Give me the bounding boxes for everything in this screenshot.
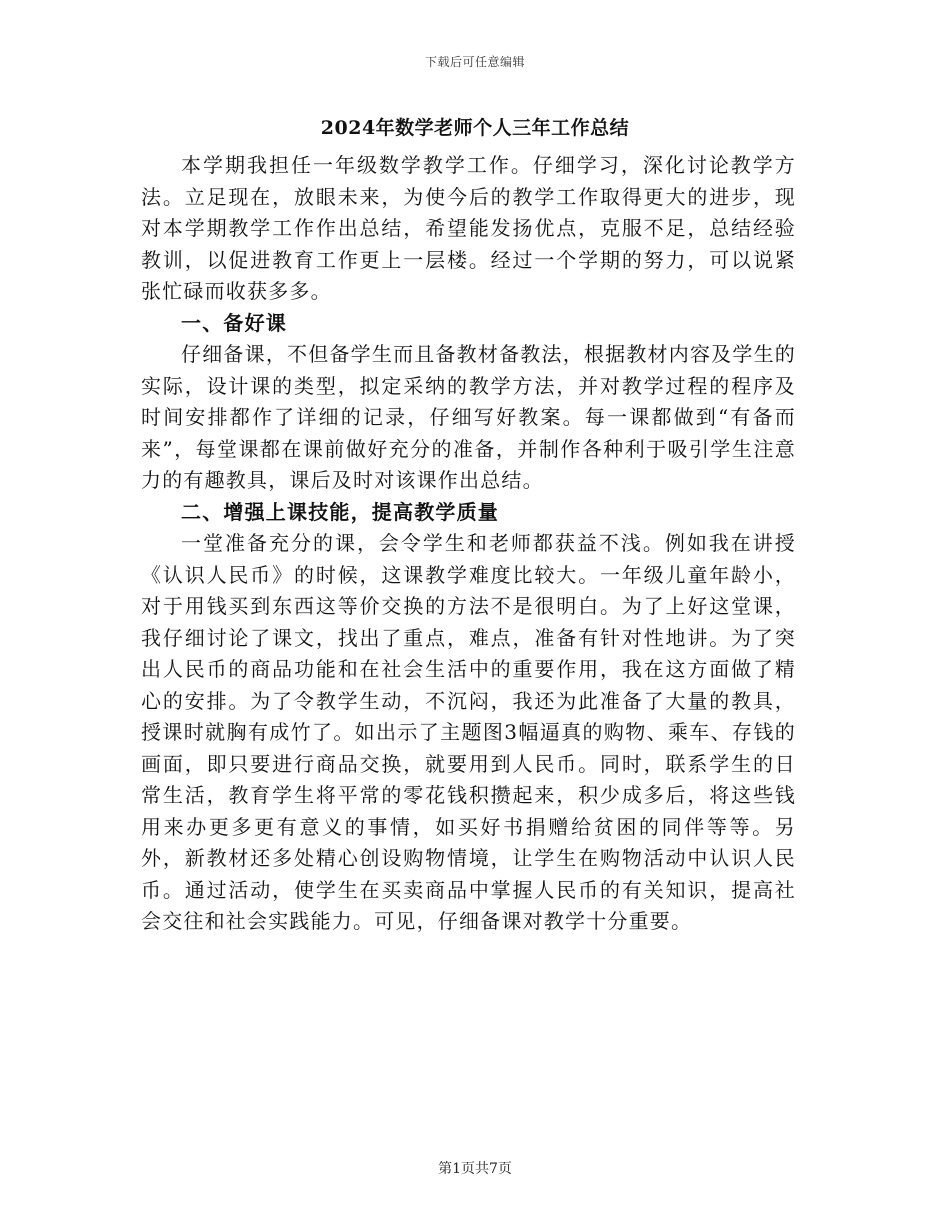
page-number-footer: 第1页共7页: [438, 1161, 512, 1177]
header-note: 下载后可任意编辑: [424, 55, 525, 69]
section-heading-1: 一、备好课: [181, 310, 287, 335]
document-body: [141, 150, 796, 938]
section-heading-2: 二、增强上课技能，提高教学质量: [181, 499, 499, 524]
intro-paragraph: 本学期我担任一年级数学教学工作。仔细学习，深化讨论教学方法。立足现在，放眼未来，为使今后的教学工作取得更大的进步，现对本学期教学工作作出总结，希望能发扬优点，克服不足，总结经验教训，以促进教育工作更上一层楼。经过一个学期的努力，可以说紧张忙碌而收获多多。: [141, 153, 796, 303]
document-title: 2024年数学老师个人三年工作总结: [320, 117, 630, 139]
section-paragraph-1: 仔细备课，不但备学生而且备教材备教法，根据教材内容及学生的实际，设计课的类型，拟定采纳的教学方法，并对教学过程的程序及时间安排都作了详细的记录，仔细写好教案。每一课都做到“有备而来”，每堂课都在课前做好充分的准备，并制作各种利于吸引学生注意力的有趣教具，课后及时对该课作出总结。: [141, 342, 796, 492]
section-paragraph-2: 一堂准备充分的课，会令学生和老师都获益不浅。例如我在讲授《认识人民币》的时候，这课教学难度比较大。一年级儿童年龄小，对于用钱买到东西这等价交换的方法不是很明白。为了上好这堂课，我仔细讨论了课文，找出了重点，难点，准备有针对性地讲。为了突出人民币的商品功能和在社会生活中的重要作用，我在这方面做了精心的安排。为了令教学生动，不沉闷，我还为此准备了大量的教具，授课时就胸有成竹了。如出示了主题图3幅逼真的购物、乘车、存钱的画面，即只要进行商品交换，就要用到人民币。同时，联系学生的日常生活，教育学生将平常的零花钱积攒起来，积少成多后，将这些钱用来办更多更有意义的事情，如买好书捐赠给贫困的同伴等等。另外，新教材还多处精心创设购物情境，让学生在购物活动中认识人民币。通过活动，使学生在买卖商品中掌握人民币的有关知识，提高社会交往和社会实践能力。可见，仔细备课对教学十分重要。: [141, 531, 796, 933]
